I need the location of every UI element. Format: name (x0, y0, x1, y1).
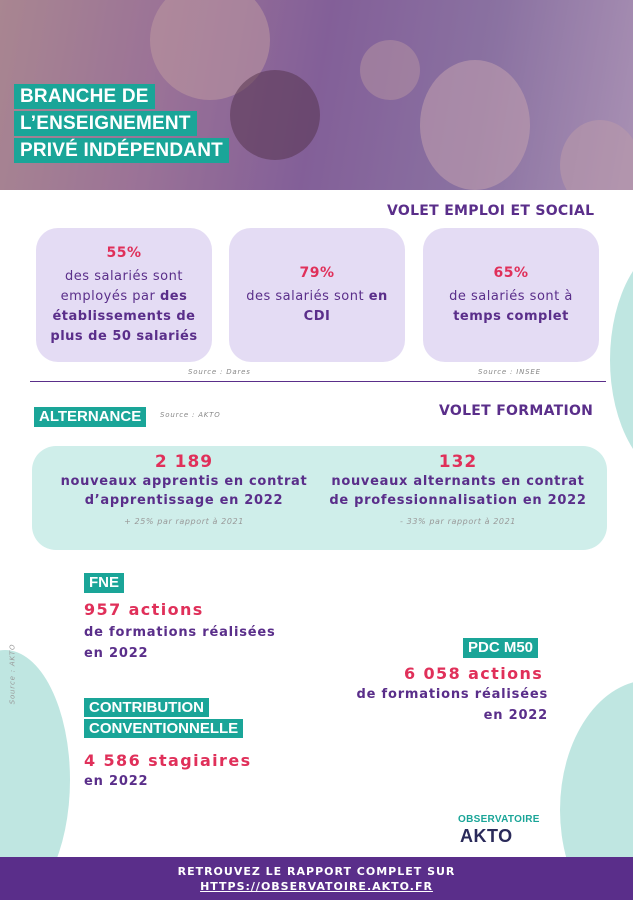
stat-apprentis-text: nouveaux apprentis en contrat d’apprentissage en 2022 (60, 474, 308, 508)
observatoire-akto-logo: OBSERVATOIRE AKTO (458, 814, 540, 846)
stat-card-etablissements (36, 228, 212, 362)
stat-fne-value: 957 actions (84, 600, 204, 619)
stat-pdc-value: 6 058 actions (404, 664, 544, 683)
title-line-2: L’ENSEIGNEMENT (14, 111, 197, 136)
stat-alternants-value: 132 (438, 452, 478, 472)
section-title-emploi: VOLET EMPLOI ET SOCIAL (387, 203, 595, 219)
stat-card-text: de salariés sont à temps complet (449, 289, 573, 324)
stat-card-cdi (229, 228, 405, 362)
stat-card-temps-complet (423, 228, 599, 362)
stat-alternants-note: - 33% par rapport à 2021 (400, 517, 516, 526)
stat-contribution-value: 4 586 stagiaires (84, 751, 252, 770)
title-line-1: BRANCHE DE (14, 84, 155, 109)
source-akto-alternance: Source : AKTO (160, 411, 221, 419)
section-title-formation: VOLET FORMATION (439, 403, 594, 419)
footer-line-1: RETROUVEZ LE RAPPORT COMPLET SUR (177, 865, 456, 878)
stat-alternants-text: nouveaux alternants en contrat de professionnalisation en 2022 (329, 474, 587, 508)
stat-card-text: des salariés sont en CDI (246, 289, 388, 324)
alternance-panel (32, 446, 607, 550)
stat-pdc-text: de formations réalisées en 2022 (356, 687, 548, 723)
stat-contribution-text: en 2022 (84, 774, 149, 789)
section-divider (30, 381, 606, 382)
stat-fne-text: de formations réalisées en 2022 (84, 625, 276, 661)
title-line-3: PRIVÉ INDÉPENDANT (14, 138, 229, 163)
stat-card-text: des salariés sont employés par des établissements de plus de 50 salariés (50, 269, 198, 344)
tag-pdc-m50: PDC M50 (463, 638, 538, 658)
stat-alternants (328, 452, 588, 531)
stat-card-pct: 55% (106, 245, 142, 261)
source-insee: Source : INSEE (478, 368, 541, 376)
stat-apprentis-note: + 25% par rapport à 2021 (124, 517, 244, 526)
stat-card-pct: 79% (299, 265, 335, 281)
footer-link[interactable]: HTTPS://OBSERVATOIRE.AKTO.FR (200, 880, 433, 893)
tag-contribution: CONTRIBUTION CONVENTIONNELLE (84, 697, 243, 739)
decor-circle-right (610, 240, 633, 480)
page-title (14, 84, 229, 165)
stat-card-pct: 65% (493, 265, 529, 281)
source-akto-vertical: Source : AKTO (8, 643, 17, 705)
tag-fne: FNE (84, 573, 124, 593)
tag-alternance: ALTERNANCE (34, 407, 146, 427)
stat-apprentis (54, 452, 314, 531)
source-dares: Source : Dares (188, 368, 251, 376)
stat-apprentis-value: 2 189 (154, 452, 214, 472)
footer-banner (0, 857, 633, 900)
